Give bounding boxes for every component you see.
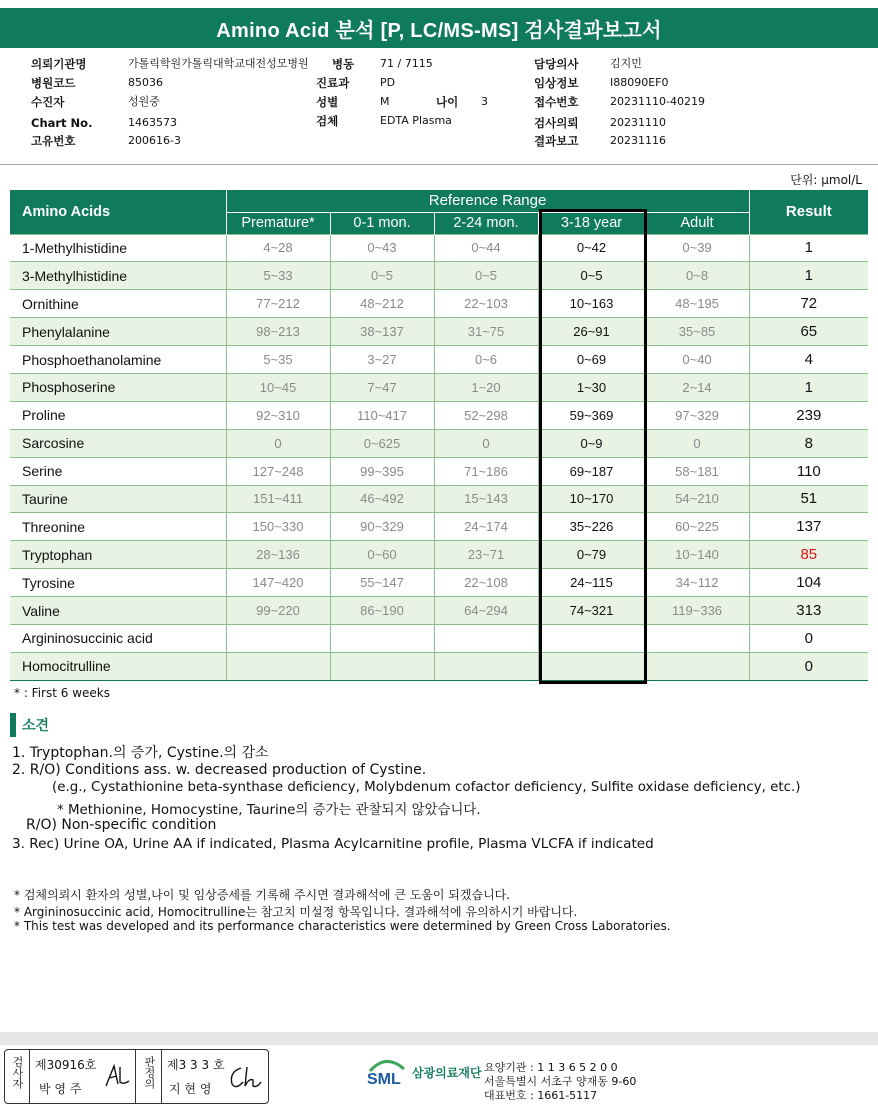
opinion-line-1: 1. Tryptophan.의 증가, Cystine.의 감소 <box>12 745 269 761</box>
info-block <box>0 0 878 160</box>
age-value: 3 <box>481 95 488 108</box>
ref-range-0-1-mon: 7~47 <box>330 373 434 401</box>
ref-range-0-1-mon: 48~212 <box>330 290 434 318</box>
org-phone: 대표번호 : 1661-5117 <box>484 1089 598 1102</box>
unit-label: 단위: µmol/L <box>790 173 862 187</box>
ref-range-adult: 119~336 <box>645 597 749 625</box>
clinical-value: I88090EF0 <box>610 76 669 89</box>
ref-range-0-1-mon <box>330 652 434 680</box>
ref-range-3-18-year: 10~170 <box>538 485 645 513</box>
reviewer-number: 제3 3 3 호 <box>167 1058 225 1072</box>
col-header-3-18-year: 3-18 year <box>538 212 645 234</box>
request-date-value: 20231110 <box>610 116 666 129</box>
result-value: 104 <box>749 569 868 597</box>
ref-range-2-24-mon: 64~294 <box>434 597 538 625</box>
ref-range-0-1-mon <box>330 624 434 652</box>
ref-range-3-18-year: 0~79 <box>538 541 645 569</box>
amino-acid-name: Serine <box>10 457 226 485</box>
ref-range-adult: 0~39 <box>645 234 749 262</box>
chart-no-value: 1463573 <box>128 116 177 129</box>
sex-label: 성별 <box>316 95 339 109</box>
col-header-result: Result <box>749 190 868 234</box>
col-header-2-24-mon: 2-24 mon. <box>434 212 538 234</box>
ref-range-premature <box>226 652 330 680</box>
ref-range-3-18-year: 0~5 <box>538 262 645 290</box>
requester-value: 가톨릭학원가톨릭대학교대전성모병원 <box>128 57 309 70</box>
ref-range-adult <box>645 652 749 680</box>
ref-range-adult: 35~85 <box>645 318 749 346</box>
ref-range-premature: 5~35 <box>226 346 330 374</box>
opinion-line-3: (e.g., Cystathionine beta-synthase deficiency, Molybdenum cofactor deficiency, Sulfite oxidase deficiency, etc.) <box>52 780 801 795</box>
chart-no-label: Chart No. <box>31 116 93 130</box>
col-header-premature: Premature* <box>226 212 330 234</box>
table-row <box>10 373 868 401</box>
result-value: 85 <box>749 541 868 569</box>
opinion-line-6: 3. Rec) Urine OA, Urine AA if indicated, Plasma Acylcarnitine profile, Plasma VLCFA if indicated <box>12 836 654 852</box>
amino-acid-name: Threonine <box>10 513 226 541</box>
ref-range-0-1-mon: 0~5 <box>330 262 434 290</box>
ref-range-0-1-mon: 0~60 <box>330 541 434 569</box>
table-row <box>10 569 868 597</box>
sml-logo-text: SML <box>367 1071 401 1087</box>
ref-range-2-24-mon: 15~143 <box>434 485 538 513</box>
sig-separator-3 <box>161 1050 162 1103</box>
ref-range-0-1-mon: 55~147 <box>330 569 434 597</box>
ref-range-2-24-mon: 52~298 <box>434 401 538 429</box>
ref-range-2-24-mon <box>434 624 538 652</box>
ref-range-0-1-mon: 46~492 <box>330 485 434 513</box>
examiner-name: 박 영 주 <box>39 1082 82 1096</box>
result-value: 137 <box>749 513 868 541</box>
result-value: 1 <box>749 262 868 290</box>
age-label: 나이 <box>436 95 459 109</box>
ref-range-adult: 2~14 <box>645 373 749 401</box>
result-value: 1 <box>749 234 868 262</box>
ref-range-2-24-mon: 1~20 <box>434 373 538 401</box>
dept-value: PD <box>380 76 396 89</box>
ref-range-0-1-mon: 0~625 <box>330 429 434 457</box>
ref-range-0-1-mon: 110~417 <box>330 401 434 429</box>
ref-range-3-18-year: 59~369 <box>538 401 645 429</box>
result-value: 51 <box>749 485 868 513</box>
table-row <box>10 346 868 374</box>
amino-acid-name: Tyrosine <box>10 569 226 597</box>
result-value: 65 <box>749 318 868 346</box>
opinion-line-4: * Methionine, Homocystine, Taurine의 증가는 관찰되지 않았습니다. <box>57 803 481 818</box>
ref-range-2-24-mon: 0~6 <box>434 346 538 374</box>
table-row <box>10 262 868 290</box>
org-logo <box>366 1057 482 1087</box>
amino-acid-name: Valine <box>10 597 226 625</box>
result-value: 0 <box>749 624 868 652</box>
ref-range-0-1-mon: 90~329 <box>330 513 434 541</box>
ref-range-premature: 28~136 <box>226 541 330 569</box>
ref-range-3-18-year: 1~30 <box>538 373 645 401</box>
ref-range-2-24-mon: 0 <box>434 429 538 457</box>
ref-range-adult: 54~210 <box>645 485 749 513</box>
examinee-label: 수진자 <box>31 95 65 109</box>
ref-range-adult: 34~112 <box>645 569 749 597</box>
doctor-value: 김지민 <box>610 57 642 70</box>
ref-range-premature: 10~45 <box>226 373 330 401</box>
ref-range-adult <box>645 624 749 652</box>
ref-range-3-18-year <box>538 624 645 652</box>
ref-range-adult: 60~225 <box>645 513 749 541</box>
ref-range-premature: 0 <box>226 429 330 457</box>
ref-range-3-18-year: 74~321 <box>538 597 645 625</box>
specimen-label: 검체 <box>316 114 339 128</box>
table-row <box>10 429 868 457</box>
ref-range-premature: 127~248 <box>226 457 330 485</box>
unique-no-label: 고유번호 <box>31 134 76 148</box>
sig-separator-1 <box>29 1050 30 1103</box>
ref-range-0-1-mon: 86~190 <box>330 597 434 625</box>
amino-acid-name: 1-Methylhistidine <box>10 234 226 262</box>
first-weeks-note: * : First 6 weeks <box>14 686 110 700</box>
ref-range-2-24-mon: 0~5 <box>434 262 538 290</box>
reviewer-signature <box>227 1064 263 1092</box>
examiner-number: 제30916호 <box>35 1058 97 1072</box>
note-1: * 검체의뢰시 환자의 성별,나이 및 임상증세를 기록해 주시면 결과해석에 큰 도움이 되겠습니다. <box>14 888 511 902</box>
ref-range-premature: 98~213 <box>226 318 330 346</box>
table-row <box>10 485 868 513</box>
ref-range-adult: 10~140 <box>645 541 749 569</box>
clinical-label: 임상정보 <box>534 76 579 90</box>
hospital-code-value: 85036 <box>128 76 163 89</box>
opinion-heading-bar <box>10 713 16 737</box>
ward-value: 71 / 7115 <box>380 57 433 70</box>
amino-acid-table <box>10 190 868 681</box>
ref-range-3-18-year: 0~69 <box>538 346 645 374</box>
receipt-value: 20231110-40219 <box>610 95 705 108</box>
table-row <box>10 290 868 318</box>
ref-range-2-24-mon: 22~103 <box>434 290 538 318</box>
sig-separator-2 <box>135 1050 136 1103</box>
ref-range-premature: 77~212 <box>226 290 330 318</box>
footer-band <box>0 1032 878 1045</box>
report-date-label: 결과보고 <box>534 134 579 148</box>
result-value: 239 <box>749 401 868 429</box>
ref-range-2-24-mon: 31~75 <box>434 318 538 346</box>
info-divider <box>0 164 878 165</box>
table-row <box>10 401 868 429</box>
col-header-adult: Adult <box>645 212 749 234</box>
report-date-value: 20231116 <box>610 134 666 147</box>
ref-range-2-24-mon: 71~186 <box>434 457 538 485</box>
ref-range-adult: 58~181 <box>645 457 749 485</box>
requester-label: 의뢰기관명 <box>31 57 87 71</box>
ref-range-3-18-year: 10~163 <box>538 290 645 318</box>
table-row <box>10 513 868 541</box>
col-header-reference-range: Reference Range <box>226 190 749 212</box>
result-value: 8 <box>749 429 868 457</box>
ref-range-premature: 99~220 <box>226 597 330 625</box>
table-row <box>10 597 868 625</box>
ref-range-3-18-year: 0~42 <box>538 234 645 262</box>
result-value: 313 <box>749 597 868 625</box>
ref-range-premature <box>226 624 330 652</box>
table-row <box>10 318 868 346</box>
result-value: 0 <box>749 652 868 680</box>
org-address: 서울특별시 서초구 양재동 9-60 <box>484 1075 637 1088</box>
opinion-heading-text: 소견 <box>22 718 50 734</box>
ward-label: 병동 <box>332 57 355 71</box>
ref-range-adult: 48~195 <box>645 290 749 318</box>
table-row <box>10 541 868 569</box>
examinee-value: 성원중 <box>128 95 160 108</box>
ref-range-0-1-mon: 99~395 <box>330 457 434 485</box>
amino-acid-name: Sarcosine <box>10 429 226 457</box>
opinion-heading <box>10 713 49 737</box>
opinion-line-5: R/O) Non-specific condition <box>26 817 217 833</box>
examiner-label: 검사자 <box>11 1056 24 1089</box>
ref-range-3-18-year: 24~115 <box>538 569 645 597</box>
amino-acid-name: Tryptophan <box>10 541 226 569</box>
report-title: Amino Acid 분석 [P, LC/MS-MS] 검사결과보고서 <box>0 8 878 48</box>
ref-range-0-1-mon: 0~43 <box>330 234 434 262</box>
table-row <box>10 652 868 680</box>
ref-range-adult: 0~8 <box>645 262 749 290</box>
ref-range-0-1-mon: 38~137 <box>330 318 434 346</box>
ref-range-adult: 97~329 <box>645 401 749 429</box>
amino-acid-name: Phosphoserine <box>10 373 226 401</box>
hospital-code-label: 병원코드 <box>31 76 76 90</box>
amino-acid-name: Taurine <box>10 485 226 513</box>
receipt-label: 접수번호 <box>534 95 579 109</box>
ref-range-premature: 4~28 <box>226 234 330 262</box>
unique-no-value: 200616-3 <box>128 134 181 147</box>
table-row <box>10 624 868 652</box>
table-row <box>10 457 868 485</box>
amino-acid-name: Phenylalanine <box>10 318 226 346</box>
ref-range-3-18-year: 35~226 <box>538 513 645 541</box>
sex-value: M <box>380 95 390 108</box>
result-value: 72 <box>749 290 868 318</box>
result-value: 4 <box>749 346 868 374</box>
ref-range-premature: 92~310 <box>226 401 330 429</box>
ref-range-2-24-mon: 23~71 <box>434 541 538 569</box>
care-code: 요양기관 : 1 1 3 6 5 2 0 0 <box>484 1061 618 1074</box>
amino-acid-name: 3-Methylhistidine <box>10 262 226 290</box>
result-value: 1 <box>749 373 868 401</box>
ref-range-2-24-mon: 22~108 <box>434 569 538 597</box>
ref-range-premature: 147~420 <box>226 569 330 597</box>
amino-acid-name: Argininosuccinic acid <box>10 624 226 652</box>
request-date-label: 검사의뢰 <box>534 116 579 130</box>
ref-range-premature: 151~411 <box>226 485 330 513</box>
result-value: 110 <box>749 457 868 485</box>
amino-acid-name: Homocitrulline <box>10 652 226 680</box>
ref-range-adult: 0~40 <box>645 346 749 374</box>
reviewer-name: 지 현 영 <box>169 1082 212 1096</box>
amino-acid-name: Ornithine <box>10 290 226 318</box>
amino-acid-name: Proline <box>10 401 226 429</box>
ref-range-2-24-mon <box>434 652 538 680</box>
dept-label: 진료과 <box>316 76 350 90</box>
reviewer-label: 판정의 <box>143 1056 156 1089</box>
examiner-signature <box>103 1062 133 1092</box>
ref-range-3-18-year: 0~9 <box>538 429 645 457</box>
ref-range-premature: 5~33 <box>226 262 330 290</box>
ref-range-0-1-mon: 3~27 <box>330 346 434 374</box>
specimen-value: EDTA Plasma <box>380 114 452 127</box>
doctor-label: 담당의사 <box>534 57 579 71</box>
org-name: 삼광의료재단 <box>412 1065 482 1080</box>
col-header-0-1-mon: 0-1 mon. <box>330 212 434 234</box>
sml-logo-icon <box>366 1057 408 1087</box>
ref-range-2-24-mon: 24~174 <box>434 513 538 541</box>
ref-range-premature: 150~330 <box>226 513 330 541</box>
signature-box <box>4 1049 269 1104</box>
amino-acid-name: Phosphoethanolamine <box>10 346 226 374</box>
ref-range-adult: 0 <box>645 429 749 457</box>
ref-range-2-24-mon: 0~44 <box>434 234 538 262</box>
note-3: * This test was developed and its performance characteristics were determined by Green Cross Laboratories. <box>14 919 671 933</box>
opinion-line-2: 2. R/O) Conditions ass. w. decreased production of Cystine. <box>12 762 427 778</box>
col-header-amino-acids: Amino Acids <box>10 190 226 234</box>
note-2: * Argininosuccinic acid, Homocitrulline는 참고치 미설정 항목입니다. 결과해석에 유의하시기 바랍니다. <box>14 905 578 919</box>
ref-range-3-18-year: 26~91 <box>538 318 645 346</box>
amino-acid-rows <box>10 234 868 680</box>
table-row <box>10 234 868 262</box>
ref-range-3-18-year: 69~187 <box>538 457 645 485</box>
ref-range-3-18-year <box>538 652 645 680</box>
